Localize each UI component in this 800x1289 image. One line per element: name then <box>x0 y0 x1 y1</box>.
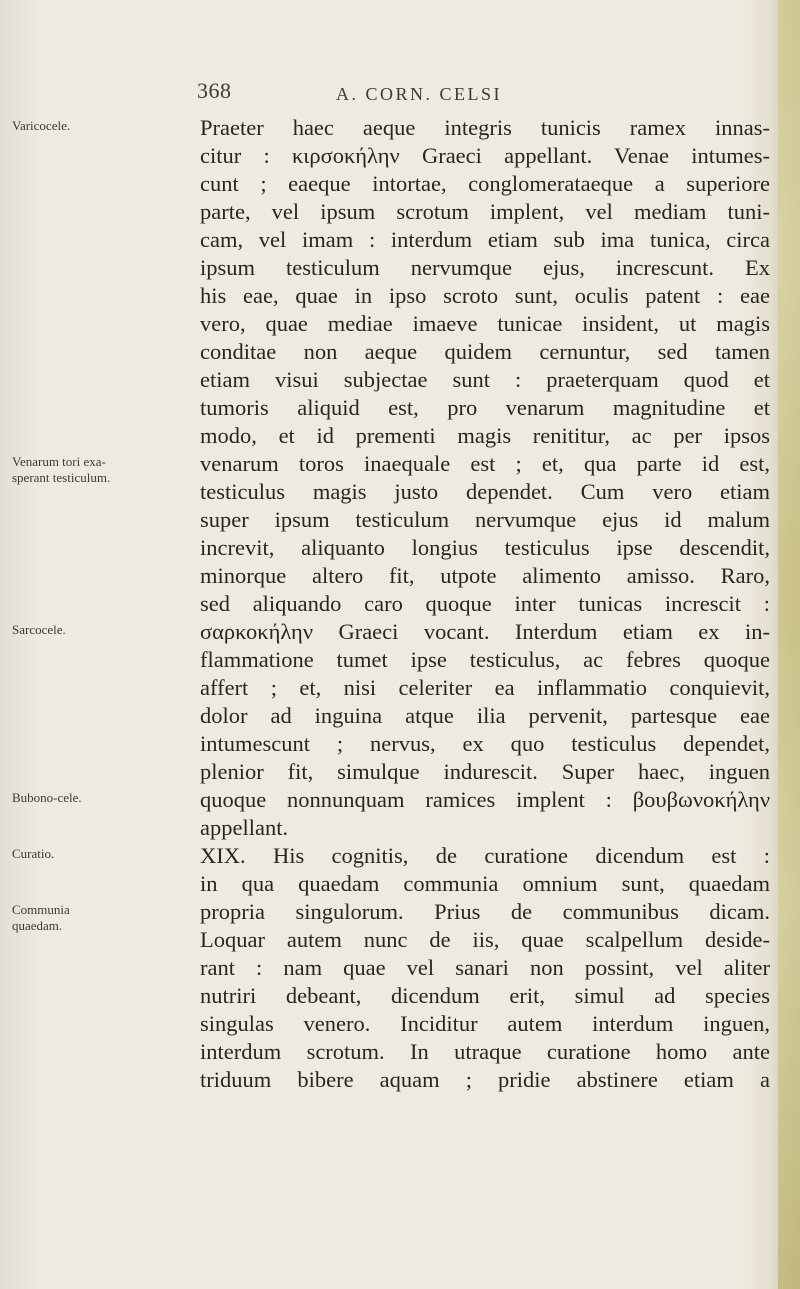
margin-note-curatio: Curatio. <box>12 846 55 861</box>
margin-note-sarcocele: Sarcocele. <box>12 622 66 637</box>
body-line: nutriri debeant, dicendum erit, simul ad species <box>200 983 770 1008</box>
body-line: quoque nonnunquam ramices implent : βουβωνοκήλην <box>200 787 770 812</box>
body-line: intumescunt ; nervus, ex quo testiculus dependet, <box>200 731 770 756</box>
body-line: dolor ad inguina atque ilia pervenit, partesque eae <box>200 703 770 728</box>
body-line: vero, quae mediae imaeve tunicae insident, ut magis <box>200 311 770 336</box>
body-line: rant : nam quae vel sanari non possint, vel aliter <box>200 955 770 980</box>
body-line: tumoris aliquid est, pro venarum magnitudine et <box>200 395 770 420</box>
body-line: ipsum testiculum nervumque ejus, increscunt. Ex <box>200 255 770 280</box>
body-line: venarum toros inaequale est ; et, qua parte id est, <box>200 451 770 476</box>
margin-note-bubonocele: Bubono-cele. <box>12 790 82 805</box>
body-line: sed aliquando caro quoque inter tunicas increscit : <box>200 591 770 616</box>
body-line: testiculus magis justo dependet. Cum vero etiam <box>200 479 770 504</box>
body-line: modo, et id prementi magis renititur, ac per ipsos <box>200 423 770 448</box>
body-line: increvit, aliquanto longius testiculus ipse descendit, <box>200 535 770 560</box>
margin-note-communia: Communia quaedam. <box>12 902 70 933</box>
body-line: XIX. His cognitis, de curatione dicendum est : <box>200 843 770 868</box>
body-line: parte, vel ipsum scrotum implent, vel mediam tuni- <box>200 199 770 224</box>
body-line: super ipsum testiculum nervumque ejus id malum <box>200 507 770 532</box>
body-line: flammatione tumet ipse testiculus, ac febres quoque <box>200 647 770 672</box>
body-line: his eae, quae in ipso scroto sunt, oculis patent : eae <box>200 283 770 308</box>
body-line: Praeter haec aeque integris tunicis ramex innas- <box>200 115 770 140</box>
body-line: minorque altero fit, utpote alimento amisso. Raro, <box>200 563 770 588</box>
margin-note-varicocele: Varicocele. <box>12 118 71 133</box>
body-line: σαρκοκήλην Graeci vocant. Interdum etiam ex in- <box>200 619 770 644</box>
body-line: appellant. <box>200 815 289 840</box>
page-number: 368 <box>197 78 232 103</box>
body-line: citur : κιρσοκήλην Graeci appellant. Venae intumes- <box>200 143 770 168</box>
body-line: cam, vel imam : interdum etiam sub ima tunica, circa <box>200 227 770 252</box>
body-line: conditae non aeque quidem cernuntur, sed tamen <box>200 339 770 364</box>
body-line: in qua quaedam communia omnium sunt, quaedam <box>200 871 770 896</box>
page-header <box>0 72 800 112</box>
body-line: Loquar autem nunc de iis, quae scalpellum deside- <box>200 927 770 952</box>
body-line: plenior fit, simulque indurescit. Super haec, inguen <box>200 759 770 784</box>
running-title: A. CORN. CELSI <box>336 84 503 104</box>
body-line: affert ; et, nisi celeriter ea inflammatio conquievit, <box>200 675 770 700</box>
body-line: cunt ; eaeque intortae, conglomerataeque a superiore <box>200 171 770 196</box>
body-line: etiam visui subjectae sunt : praeterquam quod et <box>200 367 770 392</box>
margin-note-venarum: Venarum tori exa-sperant testiculum. <box>12 454 111 485</box>
body-line: triduum bibere aquam ; pridie abstinere etiam a <box>200 1067 770 1092</box>
page-edge-stain <box>778 0 800 1289</box>
body-line: interdum scrotum. In utraque curatione homo ante <box>200 1039 770 1064</box>
body-line: singulas venero. Inciditur autem interdum inguen, <box>200 1011 770 1036</box>
body-line: propria singulorum. Prius de communibus dicam. <box>200 899 770 924</box>
